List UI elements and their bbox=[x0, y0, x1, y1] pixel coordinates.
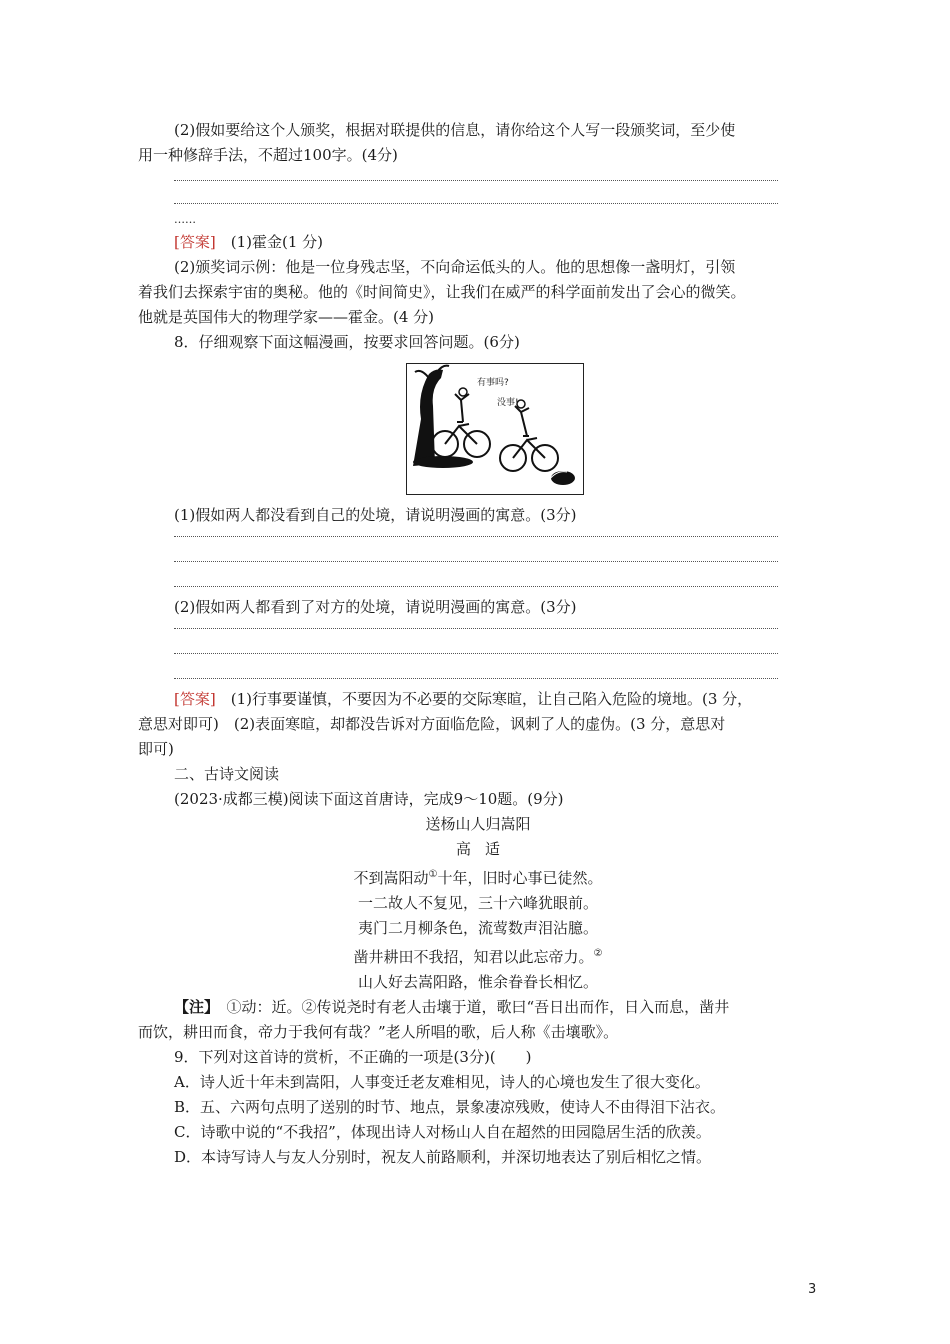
section-heading: 二、古诗文阅读 bbox=[174, 765, 280, 783]
comic-image bbox=[406, 363, 584, 495]
answer-tag: [答案] bbox=[174, 690, 216, 708]
answer-line[interactable] bbox=[174, 203, 778, 204]
notes-line2: 而饮，耕田而食，帝力于我何有哉？”老人所唱的歌，后人称《击壤歌》。 bbox=[138, 1023, 619, 1041]
poem-title: 送杨山人归嵩阳 bbox=[425, 815, 531, 833]
poem-line-1: 不到嵩阳动①十年，旧时心事已徒然。 bbox=[353, 869, 603, 887]
poem-line-3: 夷门二月柳条色，流莺数声泪沾臆。 bbox=[357, 919, 598, 937]
q8-stem: 8．仔细观察下面这幅漫画，按要求回答问题。(6分) bbox=[174, 333, 520, 351]
answer8-line3: 即可) bbox=[138, 740, 174, 758]
poem-line-4: 凿井耕田不我招，知君以此忘帝力。② bbox=[353, 948, 603, 966]
comic-speech-1: 有事吗? bbox=[477, 378, 509, 388]
answer7-line3: 着我们去探索宇宙的奥秘。他的《时间简史》，让我们在威严的科学面前发出了会心的微笑。 bbox=[138, 283, 746, 301]
q9-option-a[interactable]: A．诗人近十年未到嵩阳，人事变迁老友难相见，诗人的心境也发生了很大变化。 bbox=[174, 1073, 710, 1091]
q8-part1: (1)假如两人都没看到自己的处境，请说明漫画的寓意。(3分) bbox=[174, 506, 577, 524]
answer7-line2: (2)颁奖词示例：他是一位身残志坚，不向命运低头的人。他的思想像一盏明灯，引领 bbox=[174, 258, 736, 276]
ellipsis: …… bbox=[174, 213, 196, 226]
document-page bbox=[138, 118, 818, 1170]
q9-stem: 9．下列对这首诗的赏析，不正确的一项是(3分)( ) bbox=[174, 1048, 532, 1066]
answer8-line2: 意思对即可) (2)表面寒暄，却都没告诉对方面临危险，讽刺了人的虚伪。(3 分，意思对 bbox=[138, 715, 726, 733]
q9-option-d[interactable]: D．本诗写诗人与友人分别时，祝友人前路顺利，并深切地表达了别后相忆之情。 bbox=[174, 1148, 712, 1166]
q7-part2-line2: 用一种修辞手法，不超过100字。(4分) bbox=[138, 146, 398, 164]
q7-part2-line1: (2)假如要给这个人颁奖，根据对联提供的信息，请你给这个人写一段颁奖词，至少使 bbox=[174, 121, 736, 139]
q8-part2: (2)假如两人都看到了对方的处境，请说明漫画的寓意。(3分) bbox=[174, 598, 577, 616]
poem-line-2: 一二故人不复见，三十六峰犹眼前。 bbox=[357, 894, 598, 912]
poem-line-5: 山人好去嵩阳路，惟余眷眷长相忆。 bbox=[357, 973, 598, 991]
q9-option-c[interactable]: C．诗歌中说的“不我招”，体现出诗人对杨山人自在超然的田园隐居生活的欣羡。 bbox=[174, 1123, 711, 1141]
answer8-line1: [答案] (1)行事要谨慎，不要因为不必要的交际寒暄，让自己陷入危险的境地。(3 分， bbox=[174, 690, 753, 708]
comic-speech-2: 没事! bbox=[497, 398, 519, 408]
answer7-line4: 他就是英国伟大的物理学家——霍金。(4 分) bbox=[138, 308, 435, 326]
answer7-line1: [答案] (1)霍金(1 分) bbox=[174, 233, 323, 251]
section-intro: (2023·成都三模)阅读下面这首唐诗，完成9～10题。(9分) bbox=[174, 790, 564, 808]
poem-author: 高 适 bbox=[455, 840, 501, 858]
page-number: 3 bbox=[808, 1282, 817, 1297]
notes-line1: 【注】 ①动：近。②传说尧时有老人击壤于道，歌曰“吾日出而作，日入而息，凿井 bbox=[174, 998, 730, 1016]
answer-tag: [答案] bbox=[174, 233, 216, 251]
q9-option-b[interactable]: B．五、六两句点明了送别的时节、地点，景象凄凉残败，使诗人不由得泪下沾衣。 bbox=[174, 1098, 726, 1116]
